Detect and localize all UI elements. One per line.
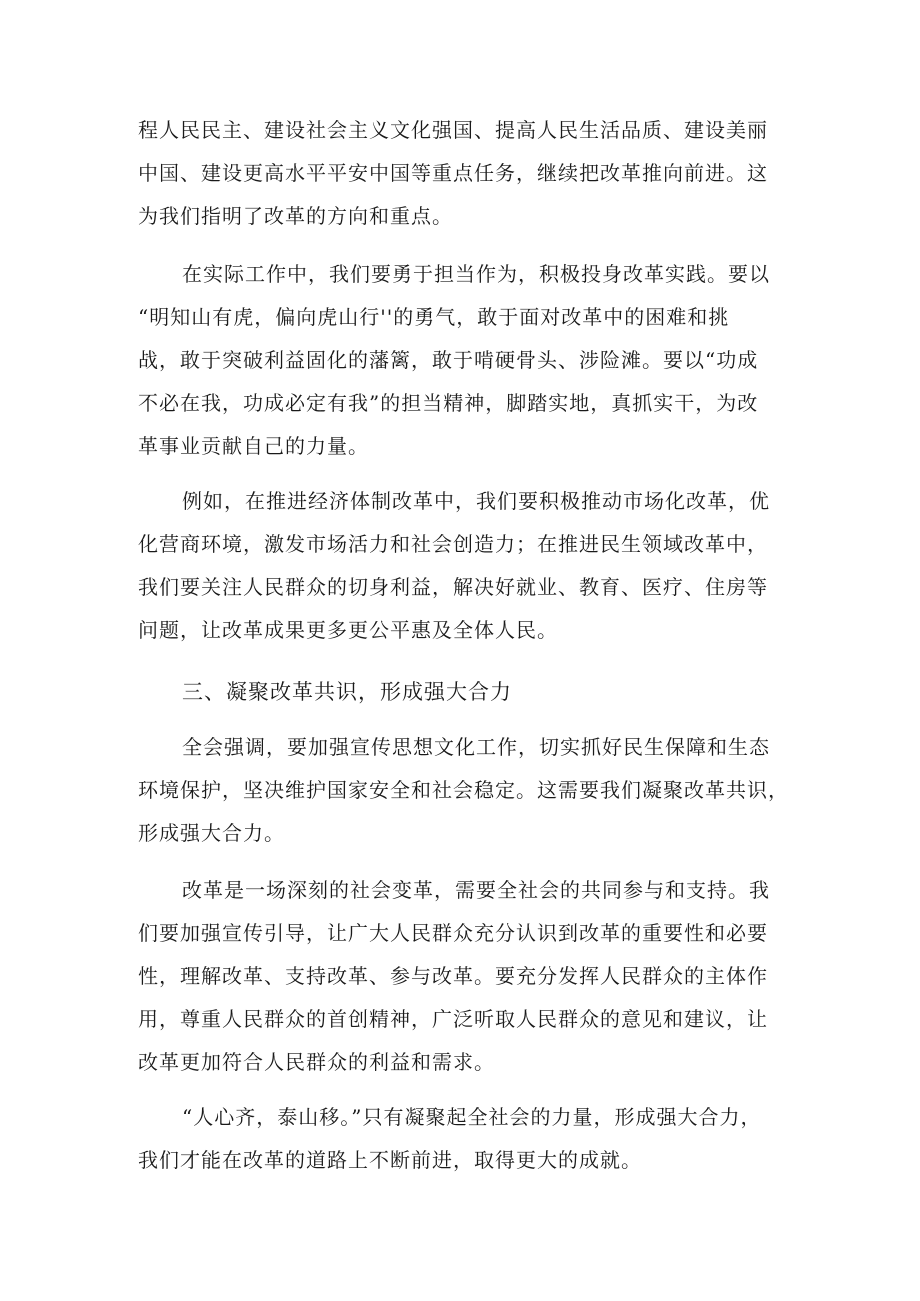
paragraph-unity [138, 1096, 808, 1182]
text-line: 我们要关注人民群众的切身利益，解决好就业、教育、医疗、住房等 [138, 575, 768, 599]
text-line: 战，敢于突破利益固化的藩篱，敢于啃硬骨头、涉险滩。要以“功成 [138, 348, 759, 372]
paragraph-example [138, 480, 808, 652]
text-line: “明知山有虎，偏向虎山行''的勇气，敢于面对改革中的困难和挑 [138, 305, 730, 329]
text-line: 程人民民主、建设社会主义文化强国、提高人民生活品质、建设美丽 [138, 118, 768, 142]
text-line: 中国、建设更高水平平安中国等重点任务，继续把改革推向前进。这 [138, 161, 768, 185]
text-line: 用，尊重人民群众的首创精神，广泛听取人民群众的意见和建议，让 [138, 1007, 768, 1031]
text-line: 在实际工作中，我们要勇于担当作为，积极投身改革实践。要以 [182, 262, 770, 286]
text-line: 性，理解改革、支持改革、参与改革。要充分发挥人民群众的主体作 [138, 964, 768, 988]
text-line: 为我们指明了改革的方向和重点。 [138, 204, 453, 228]
paragraph-practical-work [138, 253, 808, 468]
section-heading: 三、凝聚改革共识，形成强大合力 [182, 680, 512, 704]
text-line: 改革更加符合人民群众的利益和需求。 [138, 1050, 495, 1074]
paragraph-plenary-emphasis [138, 726, 808, 855]
paragraph-social-change [138, 869, 808, 1084]
text-line: 们要加强宣传引导，让广大人民群众充分认识到改革的重要性和必要 [138, 921, 768, 945]
text-line: 我们才能在改革的道路上不断前进，取得更大的成就。 [138, 1148, 642, 1172]
text-line: 化营商环境，激发市场活力和社会创造力；在推进民生领域改革中， [138, 532, 768, 556]
text-line: 环境保护，坚决维护国家安全和社会稳定。这需要我们凝聚改革共识， [138, 778, 789, 802]
text-line: 形成强大合力。 [138, 821, 285, 845]
paragraph-reform-tasks [138, 109, 808, 238]
text-line: 问题，让改革成果更多更公平惠及全体人民。 [138, 618, 558, 642]
text-line: 例如，在推进经济体制改革中，我们要积极推动市场化改革，优 [182, 489, 770, 513]
text-line: 革事业贡献自己的力量。 [138, 434, 369, 458]
text-line: “人心齐，泰山移。”只有凝聚起全社会的力量，形成强大合力， [182, 1105, 762, 1129]
text-line: 不必在我，功成必定有我”的担当精神，脚踏实地，真抓实干，为改 [138, 391, 759, 415]
text-line: 改革是一场深刻的社会变革，需要全社会的共同参与和支持。我 [182, 878, 770, 902]
text-line: 全会强调，要加强宣传思想文化工作，切实抓好民生保障和生态 [182, 735, 770, 759]
